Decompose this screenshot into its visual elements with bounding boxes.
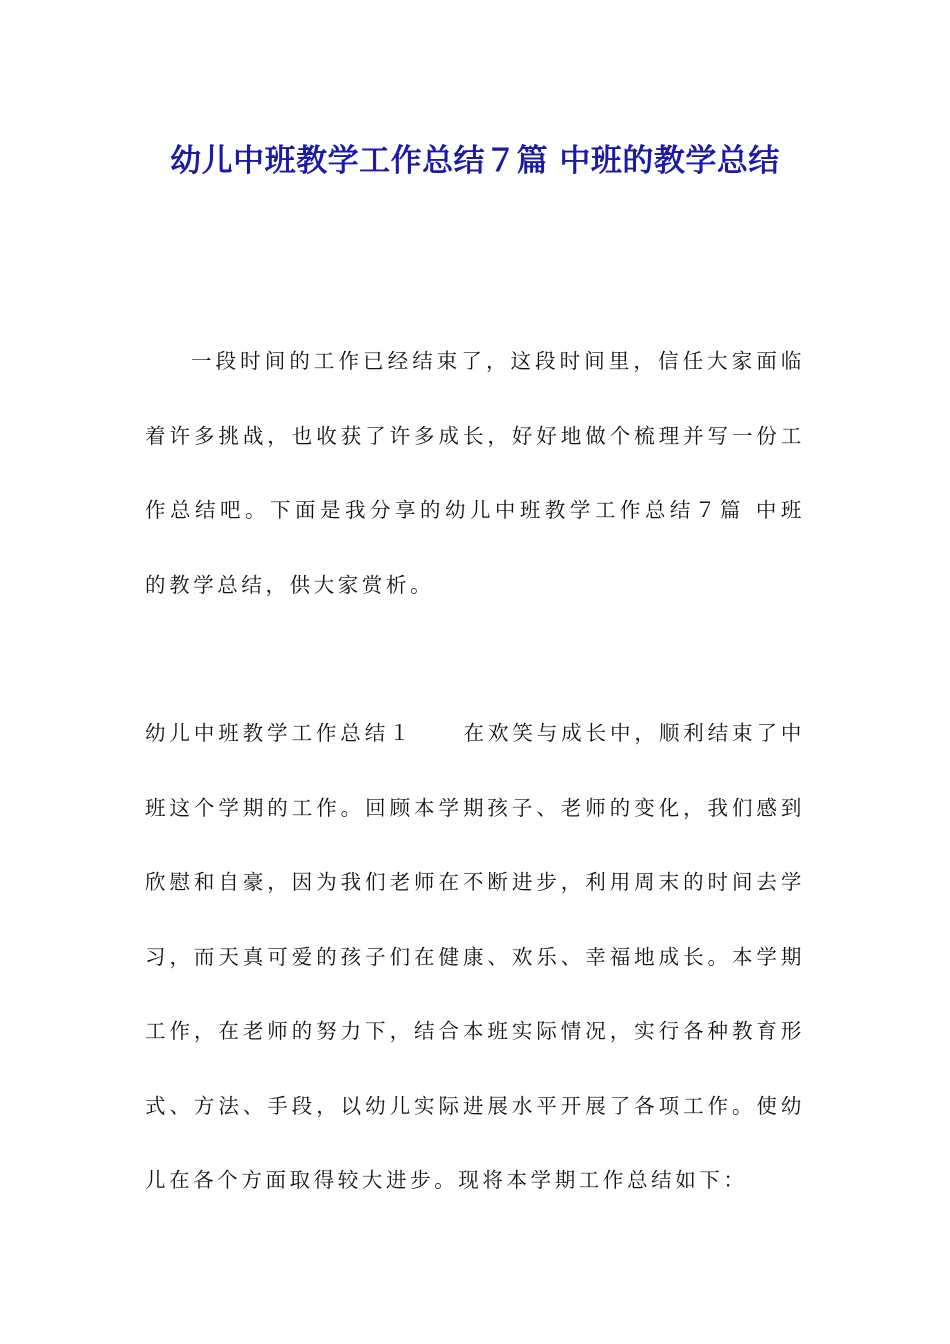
- section-1-heading: 幼儿中班教学工作总结１: [145, 721, 414, 745]
- document-title: 幼儿中班教学工作总结７篇 中班的教学总结: [170, 143, 780, 179]
- intro-paragraph: 一段时间的工作已经结束了，这段时间里，信任大家面临着许多挑战，也收获了许多成长，好好地做个梳理并写一份工作总结吧。下面是我分享的幼儿中班教学工作总结７篇 中班的教学总结，供大家赏析。: [145, 349, 805, 597]
- section-1-paragraph: [145, 696, 805, 1218]
- section-1-body: 在欢笑与成长中，顺利结束了中班这个学期的工作。回顾本学期孩子、老师的变化，我们感到欣慰和自豪，因为我们老师在不断进步，利用周末的时间去学习，而天真可爱的孩子们在健康、欢乐、幸福地成长。本学期工作，在老师的努力下，结合本班实际情况，实行各种教育形式、方法、手段，以幼儿实际进展水平开展了各项工作。使幼儿在各个方面取得较大进步。现将本学期工作总结如下：: [145, 721, 805, 1192]
